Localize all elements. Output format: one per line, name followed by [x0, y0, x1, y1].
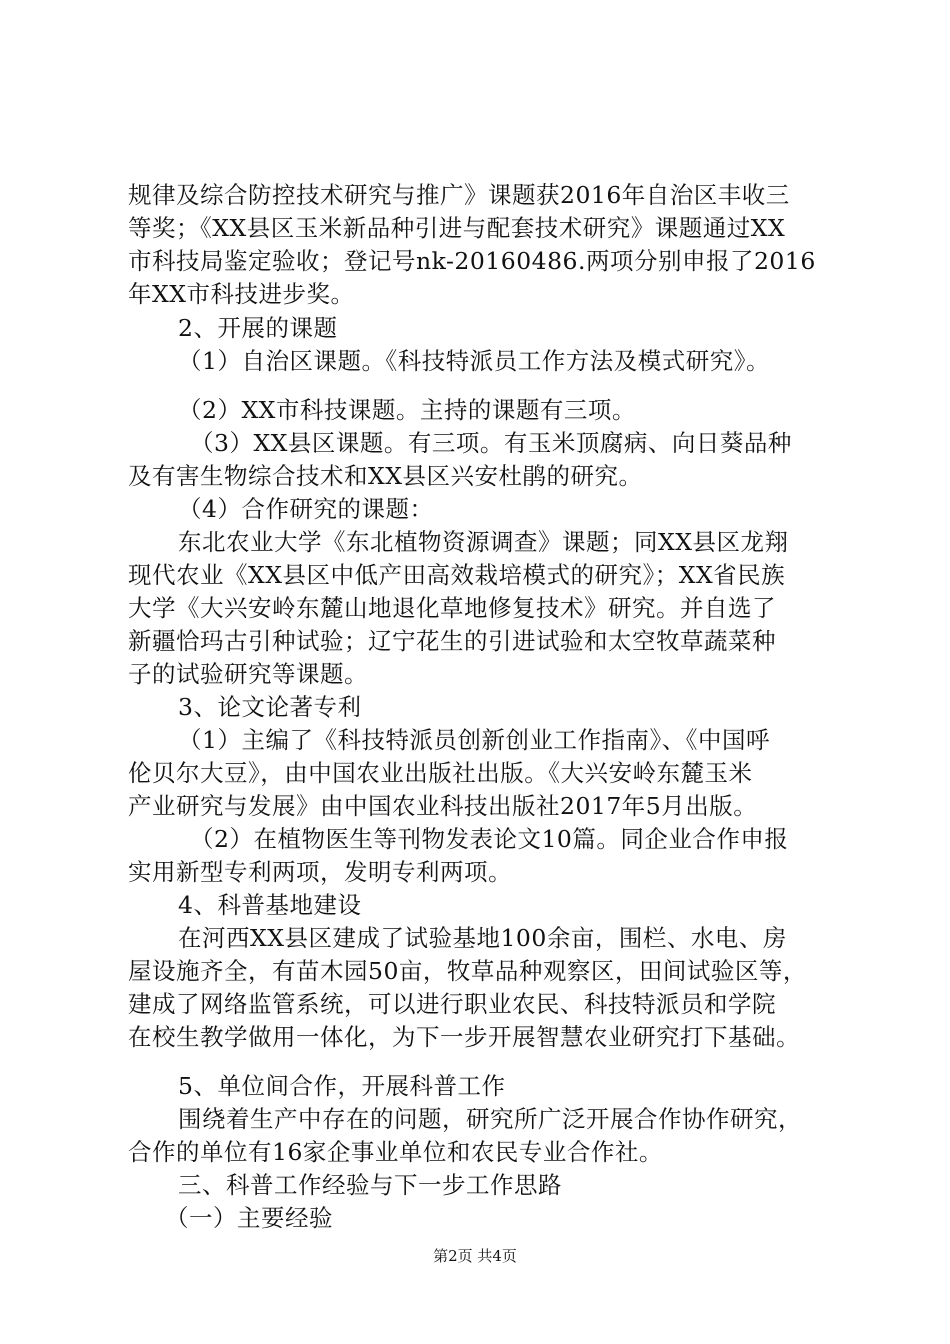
paragraph-line: 围绕着生产中存在的问题，研究所广泛开展合作协作研究，	[178, 1105, 802, 1133]
paragraph-line: 市科技局鉴定验收；登记号nk-20160486.两项分别申报了2016	[128, 247, 816, 275]
paragraph-line: 在河西XX县区建成了试验基地100余亩，围栏、水电、房	[178, 924, 787, 952]
paragraph-line: 及有害生物综合技术和XX县区兴安杜鹃的研究。	[128, 462, 643, 490]
paragraph-line: 大学《大兴安岭东麓山地退化草地修复技术》研究。并自选了	[128, 594, 776, 622]
section-heading: 5、单位间合作，开展科普工作	[178, 1072, 506, 1100]
paragraph-line: 新疆恰玛古引种试验；辽宁花生的引进试验和太空牧草蔬菜种	[128, 627, 776, 655]
paragraph-line: 产业研究与发展》由中国农业科技出版社2017年5月出版。	[128, 792, 758, 820]
paragraph-line: （4）合作研究的课题：	[178, 495, 434, 523]
paragraph-line: （2）XX市科技课题。主持的课题有三项。	[178, 396, 636, 424]
paragraph-line: 现代农业《XX县区中低产田高效栽培模式的研究》；XX省民族	[128, 561, 786, 589]
section-heading: 4、科普基地建设	[178, 891, 362, 919]
paragraph-line: 屋设施齐全，有苗木园50亩，牧草品种观察区，田间试验区等，	[128, 957, 807, 985]
section-heading: 三、科普工作经验与下一步工作思路	[178, 1171, 562, 1199]
paragraph-line: 东北农业大学《东北植物资源调查》课题；同XX县区龙翔	[178, 528, 789, 556]
paragraph-line: 年XX市科技进步奖。	[128, 280, 355, 308]
paragraph-line: （1）自治区课题。《科技特派员工作方法及模式研究》。	[178, 347, 770, 375]
page-footer: 第2页 共4页	[433, 1247, 517, 1265]
paragraph-line: 伦贝尔大豆》，由中国农业出版社出版。《大兴安岭东麓玉米	[128, 759, 753, 787]
paragraph-line: （3）XX县区课题。有三项。有玉米顶腐病、向日葵品种	[190, 429, 792, 457]
section-heading: 2、开展的课题	[178, 314, 338, 342]
paragraph-line: 实用新型专利两项，发明专利两项。	[128, 858, 512, 886]
section-heading: （一）主要经验	[165, 1204, 333, 1232]
paragraph-line: 建成了网络监管系统，可以进行职业农民、科技特派员和学院	[128, 990, 776, 1018]
section-heading: 3、论文论著专利	[178, 693, 362, 721]
paragraph-line: 子的试验研究等课题。	[128, 660, 368, 688]
paragraph-line: （2）在植物医生等刊物发表论文10篇。同企业合作申报	[190, 825, 789, 853]
paragraph-line: 合作的单位有16家企事业单位和农民专业合作社。	[128, 1138, 663, 1166]
paragraph-line: 在校生教学做用一体化，为下一步开展智慧农业研究打下基础。	[128, 1023, 800, 1051]
paragraph-line: 规律及综合防控技术研究与推广》课题获2016年自治区丰收三	[128, 181, 790, 209]
paragraph-line: （1）主编了《科技特派员创新创业工作指南》、《中国呼	[178, 726, 770, 754]
paragraph-line: 等奖；《XX县区玉米新品种引进与配套技术研究》课题通过XX	[128, 214, 786, 242]
